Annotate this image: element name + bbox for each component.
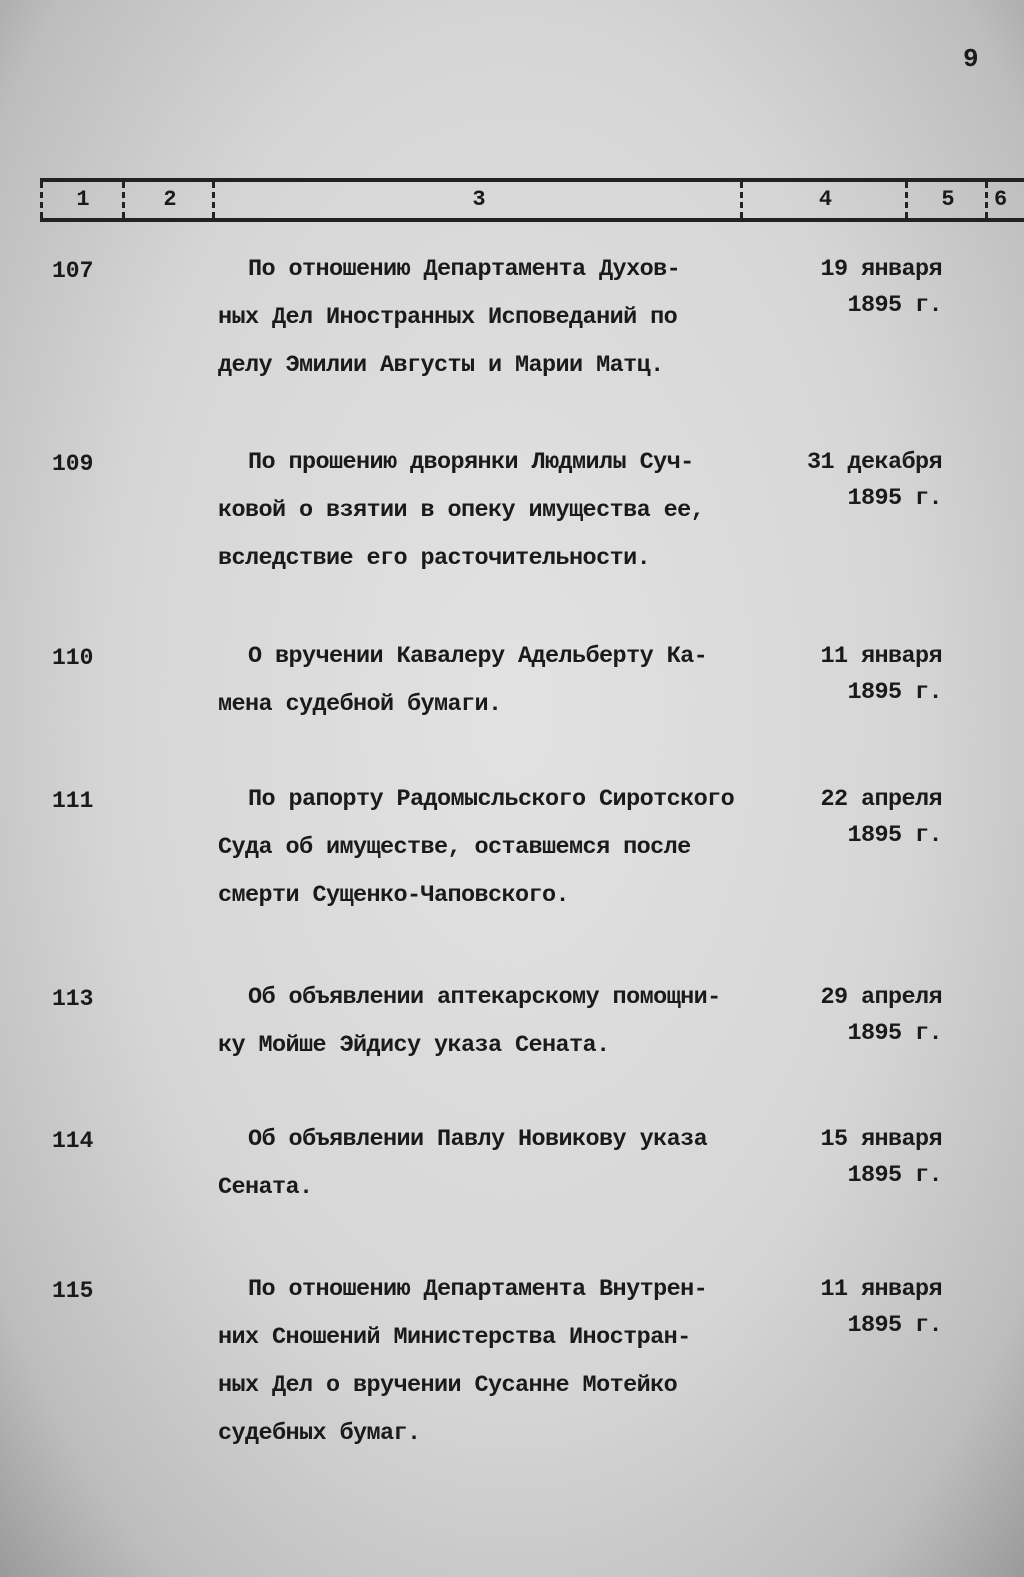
date-line: 1895 г. (847, 485, 942, 512)
date-line: 1895 г. (847, 1312, 942, 1339)
description-line: них Сношений Министерства Иностран- (218, 1324, 691, 1351)
description-line: смерти Сущенко-Чаповского. (218, 882, 570, 909)
column-header: 6 (985, 182, 1024, 218)
column-header: 3 (212, 182, 743, 218)
entry-description (218, 776, 758, 920)
entry-date (720, 445, 942, 517)
entry-number: 114 (52, 1128, 94, 1154)
description-line: судебных бумаг. (218, 1420, 421, 1447)
date-line: 1895 г. (847, 1162, 942, 1189)
entry-number: 115 (52, 1278, 94, 1304)
entry-description (218, 1266, 758, 1458)
date-line: 11 января (820, 643, 942, 670)
date-line: 1895 г. (847, 292, 942, 319)
description-line: Сената. (218, 1174, 313, 1201)
column-header: 1 (40, 182, 123, 218)
date-line: 1895 г. (847, 822, 942, 849)
description-line: По отношению Департамента Внутрен- (248, 1276, 708, 1303)
description-line: ковой о взятии в опеку имущества ее, (218, 497, 705, 524)
column-header: 2 (122, 182, 215, 218)
description-line: По отношению Департамента Духов- (248, 256, 681, 283)
description-line: Об объявлении аптекарскому помощни- (248, 984, 721, 1011)
entry-description (218, 974, 758, 1070)
description-line: Суда об имуществе, оставшемся после (218, 834, 691, 861)
description-line: ных Дел Иностранных Исповеданий по (218, 304, 678, 331)
entry-date (720, 1272, 942, 1344)
date-line: 1895 г. (847, 679, 942, 706)
table-header (40, 178, 1024, 222)
date-line: 22 апреля (820, 786, 942, 813)
entry-date (720, 980, 942, 1052)
date-line: 1895 г. (847, 1020, 942, 1047)
page-number: 9 (963, 44, 979, 74)
entry-description (218, 633, 758, 729)
entry-date (720, 1122, 942, 1194)
description-line: Об объявлении Павлу Новикову указа (248, 1126, 708, 1153)
entry-description (218, 439, 758, 583)
description-line: По рапорту Радомысльского Сиротского (248, 786, 735, 813)
entry-number: 110 (52, 645, 94, 671)
entry-number: 111 (52, 788, 94, 814)
date-line: 11 января (820, 1276, 942, 1303)
description-line: О вручении Кавалеру Адельберту Ка- (248, 643, 708, 670)
description-line: мена судебной бумаги. (218, 691, 502, 718)
description-line: ных Дел о вручении Сусанне Мотейко (218, 1372, 678, 1399)
description-line: вследствие его расточительности. (218, 545, 651, 572)
column-header: 5 (905, 182, 988, 218)
entry-date (720, 782, 942, 854)
date-line: 19 января (820, 256, 942, 283)
date-line: 15 января (820, 1126, 942, 1153)
entry-number: 109 (52, 451, 94, 477)
entry-date (720, 639, 942, 711)
date-line: 31 декабря (806, 449, 942, 476)
entry-description (218, 1116, 758, 1212)
entry-number: 107 (52, 258, 94, 284)
entry-date (720, 252, 942, 324)
entry-number: 113 (52, 986, 94, 1012)
entry-description (218, 246, 758, 390)
date-line: 29 апреля (820, 984, 942, 1011)
description-line: По прошению дворянки Людмилы Суч- (248, 449, 694, 476)
column-header: 4 (740, 182, 908, 218)
description-line: ку Мойше Эйдису указа Сената. (218, 1032, 610, 1059)
description-line: делу Эмилии Августы и Марии Матц. (218, 352, 664, 379)
